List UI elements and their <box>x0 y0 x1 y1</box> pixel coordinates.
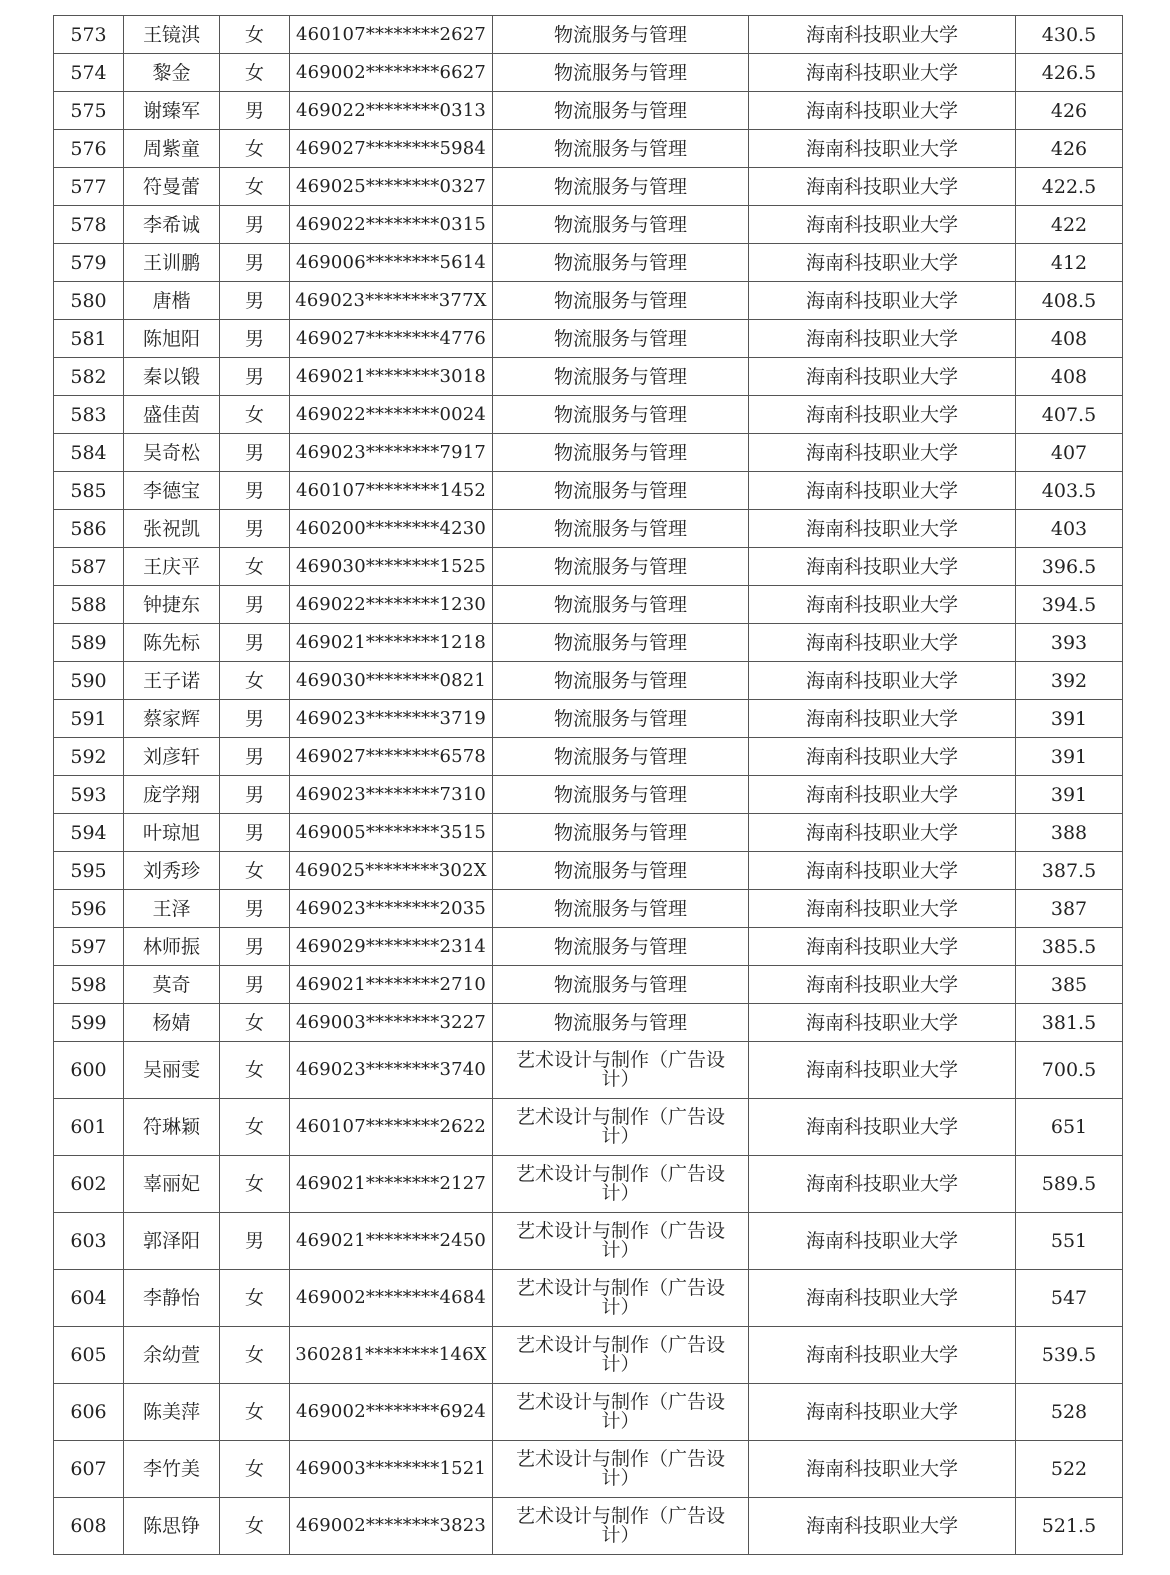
document-page <box>53 15 1122 1555</box>
school-cell: 海南科技职业大学 <box>749 206 1016 244</box>
score-cell: 522 <box>1016 1441 1123 1498</box>
table-row <box>54 472 1123 510</box>
table-row <box>54 624 1123 662</box>
name-cell: 钟捷东 <box>124 586 220 624</box>
school-cell: 海南科技职业大学 <box>749 1384 1016 1441</box>
gender-cell: 男 <box>220 206 290 244</box>
name-cell: 秦以锻 <box>124 358 220 396</box>
score-cell: 412 <box>1016 244 1123 282</box>
school-cell: 海南科技职业大学 <box>749 244 1016 282</box>
id-number-cell: 460107********2622 <box>290 1099 493 1156</box>
gender-cell: 女 <box>220 16 290 54</box>
score-cell: 589.5 <box>1016 1156 1123 1213</box>
id-number-cell: 469002********6924 <box>290 1384 493 1441</box>
gender-cell: 男 <box>220 890 290 928</box>
name-cell: 叶琼旭 <box>124 814 220 852</box>
gender-cell: 男 <box>220 434 290 472</box>
score-cell: 521.5 <box>1016 1498 1123 1555</box>
table-row <box>54 852 1123 890</box>
gender-cell: 男 <box>220 624 290 662</box>
id-number-cell: 469021********2710 <box>290 966 493 1004</box>
row-number-cell: 603 <box>54 1213 124 1270</box>
id-number-cell: 469023********3719 <box>290 700 493 738</box>
school-cell: 海南科技职业大学 <box>749 890 1016 928</box>
table-row <box>54 16 1123 54</box>
gender-cell: 女 <box>220 852 290 890</box>
name-cell: 吴丽雯 <box>124 1042 220 1099</box>
table-row <box>54 282 1123 320</box>
table-row <box>54 1327 1123 1384</box>
score-cell: 391 <box>1016 700 1123 738</box>
score-cell: 422.5 <box>1016 168 1123 206</box>
gender-cell: 女 <box>220 1156 290 1213</box>
table-row <box>54 966 1123 1004</box>
table-row <box>54 1441 1123 1498</box>
name-cell: 李竹美 <box>124 1441 220 1498</box>
id-number-cell: 469023********2035 <box>290 890 493 928</box>
table-row <box>54 776 1123 814</box>
id-number-cell: 469023********7917 <box>290 434 493 472</box>
major-cell: 物流服务与管理 <box>493 168 749 206</box>
major-cell: 物流服务与管理 <box>493 928 749 966</box>
row-number-cell: 604 <box>54 1270 124 1327</box>
name-cell: 吴奇松 <box>124 434 220 472</box>
score-cell: 422 <box>1016 206 1123 244</box>
id-number-cell: 469002********3823 <box>290 1498 493 1555</box>
school-cell: 海南科技职业大学 <box>749 776 1016 814</box>
gender-cell: 男 <box>220 244 290 282</box>
score-cell: 403.5 <box>1016 472 1123 510</box>
gender-cell: 男 <box>220 966 290 1004</box>
row-number-cell: 574 <box>54 54 124 92</box>
major-cell: 物流服务与管理 <box>493 320 749 358</box>
major-cell: 物流服务与管理 <box>493 662 749 700</box>
major-cell: 物流服务与管理 <box>493 510 749 548</box>
table-row <box>54 1384 1123 1441</box>
gender-cell: 女 <box>220 396 290 434</box>
score-cell: 385 <box>1016 966 1123 1004</box>
gender-cell: 女 <box>220 662 290 700</box>
major-cell: 物流服务与管理 <box>493 396 749 434</box>
major-cell: 物流服务与管理 <box>493 890 749 928</box>
id-number-cell: 469005********3515 <box>290 814 493 852</box>
name-cell: 陈旭阳 <box>124 320 220 358</box>
row-number-cell: 596 <box>54 890 124 928</box>
score-cell: 539.5 <box>1016 1327 1123 1384</box>
school-cell: 海南科技职业大学 <box>749 510 1016 548</box>
gender-cell: 女 <box>220 1441 290 1498</box>
table-row <box>54 586 1123 624</box>
id-number-cell: 469021********2450 <box>290 1213 493 1270</box>
gender-cell: 男 <box>220 738 290 776</box>
id-number-cell: 469030********1525 <box>290 548 493 586</box>
major-cell: 物流服务与管理 <box>493 548 749 586</box>
row-number-cell: 587 <box>54 548 124 586</box>
row-number-cell: 573 <box>54 16 124 54</box>
name-cell: 张祝凯 <box>124 510 220 548</box>
name-cell: 李希诚 <box>124 206 220 244</box>
gender-cell: 男 <box>220 776 290 814</box>
row-number-cell: 597 <box>54 928 124 966</box>
row-number-cell: 584 <box>54 434 124 472</box>
score-cell: 396.5 <box>1016 548 1123 586</box>
id-number-cell: 469021********2127 <box>290 1156 493 1213</box>
major-cell: 艺术设计与制作（广告设计） <box>493 1498 749 1555</box>
name-cell: 王镜淇 <box>124 16 220 54</box>
school-cell: 海南科技职业大学 <box>749 358 1016 396</box>
gender-cell: 男 <box>220 472 290 510</box>
name-cell: 陈美萍 <box>124 1384 220 1441</box>
id-number-cell: 469022********0313 <box>290 92 493 130</box>
school-cell: 海南科技职业大学 <box>749 168 1016 206</box>
major-cell: 物流服务与管理 <box>493 130 749 168</box>
row-number-cell: 601 <box>54 1099 124 1156</box>
major-cell: 物流服务与管理 <box>493 852 749 890</box>
row-number-cell: 576 <box>54 130 124 168</box>
score-cell: 426.5 <box>1016 54 1123 92</box>
name-cell: 王庆平 <box>124 548 220 586</box>
name-cell: 刘秀珍 <box>124 852 220 890</box>
school-cell: 海南科技职业大学 <box>749 624 1016 662</box>
id-number-cell: 460107********1452 <box>290 472 493 510</box>
id-number-cell: 469029********2314 <box>290 928 493 966</box>
major-cell: 艺术设计与制作（广告设计） <box>493 1384 749 1441</box>
id-number-cell: 469003********1521 <box>290 1441 493 1498</box>
table-row <box>54 1042 1123 1099</box>
score-cell: 651 <box>1016 1099 1123 1156</box>
table-row <box>54 130 1123 168</box>
name-cell: 王泽 <box>124 890 220 928</box>
school-cell: 海南科技职业大学 <box>749 1270 1016 1327</box>
table-row <box>54 928 1123 966</box>
major-cell: 物流服务与管理 <box>493 738 749 776</box>
table-row <box>54 1213 1123 1270</box>
gender-cell: 男 <box>220 928 290 966</box>
name-cell: 符琳颖 <box>124 1099 220 1156</box>
row-number-cell: 579 <box>54 244 124 282</box>
score-cell: 403 <box>1016 510 1123 548</box>
major-cell: 物流服务与管理 <box>493 966 749 1004</box>
school-cell: 海南科技职业大学 <box>749 852 1016 890</box>
gender-cell: 女 <box>220 548 290 586</box>
row-number-cell: 583 <box>54 396 124 434</box>
gender-cell: 女 <box>220 54 290 92</box>
score-cell: 392 <box>1016 662 1123 700</box>
row-number-cell: 588 <box>54 586 124 624</box>
gender-cell: 男 <box>220 586 290 624</box>
table-row <box>54 320 1123 358</box>
id-number-cell: 469002********4684 <box>290 1270 493 1327</box>
major-cell: 物流服务与管理 <box>493 358 749 396</box>
row-number-cell: 586 <box>54 510 124 548</box>
id-number-cell: 469022********0024 <box>290 396 493 434</box>
gender-cell: 男 <box>220 282 290 320</box>
major-cell: 艺术设计与制作（广告设计） <box>493 1441 749 1498</box>
gender-cell: 女 <box>220 130 290 168</box>
major-cell: 艺术设计与制作（广告设计） <box>493 1327 749 1384</box>
major-cell: 物流服务与管理 <box>493 206 749 244</box>
gender-cell: 男 <box>220 92 290 130</box>
id-number-cell: 469025********0327 <box>290 168 493 206</box>
score-cell: 387 <box>1016 890 1123 928</box>
gender-cell: 女 <box>220 1498 290 1555</box>
major-cell: 物流服务与管理 <box>493 814 749 852</box>
name-cell: 莫奇 <box>124 966 220 1004</box>
table-row <box>54 890 1123 928</box>
school-cell: 海南科技职业大学 <box>749 1156 1016 1213</box>
school-cell: 海南科技职业大学 <box>749 662 1016 700</box>
score-cell: 700.5 <box>1016 1042 1123 1099</box>
id-number-cell: 460107********2627 <box>290 16 493 54</box>
row-number-cell: 593 <box>54 776 124 814</box>
name-cell: 杨婧 <box>124 1004 220 1042</box>
school-cell: 海南科技职业大学 <box>749 320 1016 358</box>
row-number-cell: 594 <box>54 814 124 852</box>
school-cell: 海南科技职业大学 <box>749 396 1016 434</box>
id-number-cell: 469027********6578 <box>290 738 493 776</box>
name-cell: 盛佳茵 <box>124 396 220 434</box>
name-cell: 辜丽妃 <box>124 1156 220 1213</box>
row-number-cell: 581 <box>54 320 124 358</box>
id-number-cell: 469027********4776 <box>290 320 493 358</box>
score-cell: 430.5 <box>1016 16 1123 54</box>
school-cell: 海南科技职业大学 <box>749 1004 1016 1042</box>
id-number-cell: 469003********3227 <box>290 1004 493 1042</box>
id-number-cell: 469023********7310 <box>290 776 493 814</box>
id-number-cell: 469023********3740 <box>290 1042 493 1099</box>
school-cell: 海南科技职业大学 <box>749 700 1016 738</box>
name-cell: 陈思铮 <box>124 1498 220 1555</box>
major-cell: 物流服务与管理 <box>493 16 749 54</box>
major-cell: 物流服务与管理 <box>493 700 749 738</box>
name-cell: 陈先标 <box>124 624 220 662</box>
major-cell: 物流服务与管理 <box>493 1004 749 1042</box>
major-cell: 物流服务与管理 <box>493 472 749 510</box>
table-row <box>54 662 1123 700</box>
row-number-cell: 577 <box>54 168 124 206</box>
major-cell: 艺术设计与制作（广告设计） <box>493 1156 749 1213</box>
name-cell: 王子诺 <box>124 662 220 700</box>
name-cell: 唐楷 <box>124 282 220 320</box>
gender-cell: 女 <box>220 1327 290 1384</box>
row-number-cell: 600 <box>54 1042 124 1099</box>
score-cell: 408 <box>1016 358 1123 396</box>
name-cell: 谢臻军 <box>124 92 220 130</box>
score-cell: 408 <box>1016 320 1123 358</box>
school-cell: 海南科技职业大学 <box>749 814 1016 852</box>
school-cell: 海南科技职业大学 <box>749 928 1016 966</box>
table-body <box>54 16 1123 1555</box>
score-cell: 387.5 <box>1016 852 1123 890</box>
score-cell: 426 <box>1016 130 1123 168</box>
table-row <box>54 700 1123 738</box>
gender-cell: 女 <box>220 1270 290 1327</box>
id-number-cell: 469027********5984 <box>290 130 493 168</box>
id-number-cell: 469022********1230 <box>290 586 493 624</box>
table-row <box>54 92 1123 130</box>
id-number-cell: 469021********1218 <box>290 624 493 662</box>
name-cell: 郭泽阳 <box>124 1213 220 1270</box>
score-cell: 407 <box>1016 434 1123 472</box>
school-cell: 海南科技职业大学 <box>749 1213 1016 1270</box>
score-cell: 385.5 <box>1016 928 1123 966</box>
score-cell: 547 <box>1016 1270 1123 1327</box>
table-row <box>54 244 1123 282</box>
id-number-cell: 469022********0315 <box>290 206 493 244</box>
school-cell: 海南科技职业大学 <box>749 130 1016 168</box>
row-number-cell: 580 <box>54 282 124 320</box>
table-row <box>54 168 1123 206</box>
score-cell: 551 <box>1016 1213 1123 1270</box>
major-cell: 物流服务与管理 <box>493 776 749 814</box>
id-number-cell: 460200********4230 <box>290 510 493 548</box>
row-number-cell: 599 <box>54 1004 124 1042</box>
name-cell: 庞学翔 <box>124 776 220 814</box>
id-number-cell: 469002********6627 <box>290 54 493 92</box>
gender-cell: 男 <box>220 320 290 358</box>
gender-cell: 男 <box>220 510 290 548</box>
major-cell: 物流服务与管理 <box>493 92 749 130</box>
school-cell: 海南科技职业大学 <box>749 738 1016 776</box>
row-number-cell: 592 <box>54 738 124 776</box>
gender-cell: 女 <box>220 1384 290 1441</box>
gender-cell: 女 <box>220 1004 290 1042</box>
school-cell: 海南科技职业大学 <box>749 1042 1016 1099</box>
table-row <box>54 738 1123 776</box>
row-number-cell: 595 <box>54 852 124 890</box>
row-number-cell: 602 <box>54 1156 124 1213</box>
name-cell: 周紫童 <box>124 130 220 168</box>
name-cell: 蔡家辉 <box>124 700 220 738</box>
major-cell: 物流服务与管理 <box>493 54 749 92</box>
id-number-cell: 469023********377X <box>290 282 493 320</box>
id-number-cell: 469025********302X <box>290 852 493 890</box>
score-cell: 426 <box>1016 92 1123 130</box>
name-cell: 王训鹏 <box>124 244 220 282</box>
row-number-cell: 591 <box>54 700 124 738</box>
gender-cell: 女 <box>220 1042 290 1099</box>
major-cell: 艺术设计与制作（广告设计） <box>493 1099 749 1156</box>
name-cell: 黎金 <box>124 54 220 92</box>
gender-cell: 男 <box>220 1213 290 1270</box>
id-number-cell: 469030********0821 <box>290 662 493 700</box>
school-cell: 海南科技职业大学 <box>749 586 1016 624</box>
score-cell: 391 <box>1016 738 1123 776</box>
row-number-cell: 598 <box>54 966 124 1004</box>
name-cell: 李德宝 <box>124 472 220 510</box>
row-number-cell: 578 <box>54 206 124 244</box>
score-cell: 408.5 <box>1016 282 1123 320</box>
row-number-cell: 589 <box>54 624 124 662</box>
major-cell: 艺术设计与制作（广告设计） <box>493 1042 749 1099</box>
name-cell: 符曼蕾 <box>124 168 220 206</box>
score-cell: 393 <box>1016 624 1123 662</box>
row-number-cell: 607 <box>54 1441 124 1498</box>
major-cell: 物流服务与管理 <box>493 434 749 472</box>
table-row <box>54 1099 1123 1156</box>
school-cell: 海南科技职业大学 <box>749 282 1016 320</box>
table-row <box>54 358 1123 396</box>
school-cell: 海南科技职业大学 <box>749 1498 1016 1555</box>
score-cell: 381.5 <box>1016 1004 1123 1042</box>
id-number-cell: 469006********5614 <box>290 244 493 282</box>
table-row <box>54 510 1123 548</box>
major-cell: 物流服务与管理 <box>493 586 749 624</box>
gender-cell: 女 <box>220 168 290 206</box>
row-number-cell: 575 <box>54 92 124 130</box>
major-cell: 物流服务与管理 <box>493 282 749 320</box>
name-cell: 余幼萱 <box>124 1327 220 1384</box>
table-row <box>54 396 1123 434</box>
table-row <box>54 434 1123 472</box>
gender-cell: 男 <box>220 358 290 396</box>
name-cell: 林师振 <box>124 928 220 966</box>
id-number-cell: 469021********3018 <box>290 358 493 396</box>
school-cell: 海南科技职业大学 <box>749 472 1016 510</box>
table-row <box>54 1498 1123 1555</box>
score-cell: 391 <box>1016 776 1123 814</box>
table-row <box>54 1156 1123 1213</box>
major-cell: 物流服务与管理 <box>493 244 749 282</box>
school-cell: 海南科技职业大学 <box>749 1441 1016 1498</box>
major-cell: 艺术设计与制作（广告设计） <box>493 1270 749 1327</box>
school-cell: 海南科技职业大学 <box>749 16 1016 54</box>
table-row <box>54 54 1123 92</box>
school-cell: 海南科技职业大学 <box>749 1327 1016 1384</box>
table-row <box>54 206 1123 244</box>
school-cell: 海南科技职业大学 <box>749 92 1016 130</box>
score-cell: 394.5 <box>1016 586 1123 624</box>
admission-table <box>53 15 1123 1555</box>
table-row <box>54 814 1123 852</box>
score-cell: 388 <box>1016 814 1123 852</box>
school-cell: 海南科技职业大学 <box>749 966 1016 1004</box>
gender-cell: 男 <box>220 700 290 738</box>
row-number-cell: 585 <box>54 472 124 510</box>
major-cell: 艺术设计与制作（广告设计） <box>493 1213 749 1270</box>
row-number-cell: 590 <box>54 662 124 700</box>
school-cell: 海南科技职业大学 <box>749 434 1016 472</box>
school-cell: 海南科技职业大学 <box>749 548 1016 586</box>
row-number-cell: 608 <box>54 1498 124 1555</box>
school-cell: 海南科技职业大学 <box>749 54 1016 92</box>
major-cell: 物流服务与管理 <box>493 624 749 662</box>
table-row <box>54 1270 1123 1327</box>
row-number-cell: 605 <box>54 1327 124 1384</box>
row-number-cell: 582 <box>54 358 124 396</box>
name-cell: 李静怡 <box>124 1270 220 1327</box>
table-row <box>54 1004 1123 1042</box>
name-cell: 刘彦轩 <box>124 738 220 776</box>
id-number-cell: 360281********146X <box>290 1327 493 1384</box>
table-row <box>54 548 1123 586</box>
row-number-cell: 606 <box>54 1384 124 1441</box>
gender-cell: 女 <box>220 1099 290 1156</box>
school-cell: 海南科技职业大学 <box>749 1099 1016 1156</box>
gender-cell: 男 <box>220 814 290 852</box>
score-cell: 528 <box>1016 1384 1123 1441</box>
score-cell: 407.5 <box>1016 396 1123 434</box>
